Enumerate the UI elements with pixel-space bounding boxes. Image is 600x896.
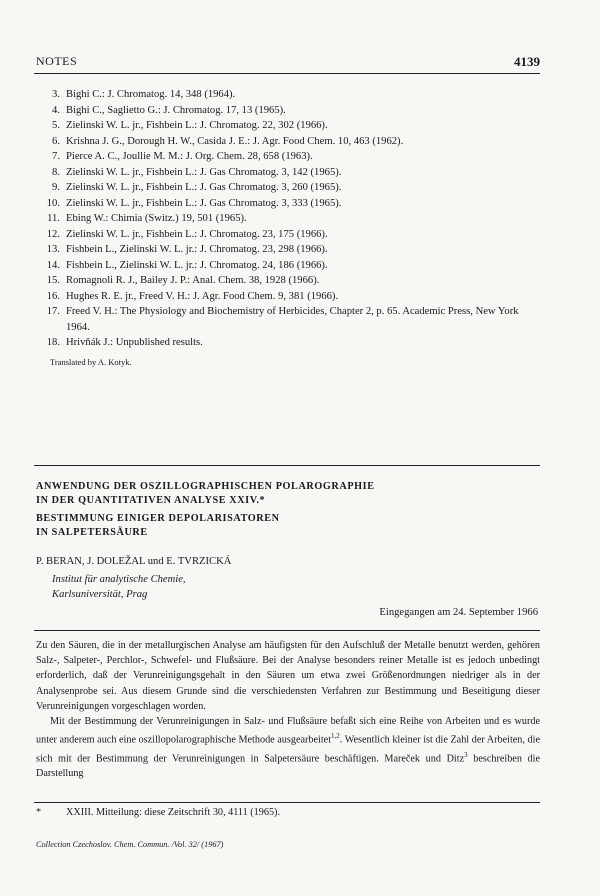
reference-text: Fishbein L., Zielinski W. L. jr.: J. Chromatog. 23, 298 (1966). bbox=[66, 244, 328, 255]
paragraph-2-text-c: beschreiben die Darstellung bbox=[36, 753, 540, 780]
body-top-rule bbox=[34, 630, 540, 631]
footnote-mark: * bbox=[36, 807, 42, 818]
section-label: NOTES bbox=[36, 54, 78, 68]
reference-item bbox=[36, 227, 540, 243]
paragraph-2 bbox=[36, 714, 540, 782]
reference-number: 8. bbox=[52, 166, 60, 178]
title-line-2: IN DER QUANTITATIVEN ANALYSE XXIV.* bbox=[36, 495, 266, 506]
reference-number: 3. bbox=[52, 89, 60, 100]
reference-item bbox=[36, 242, 540, 258]
reference-number: 5. bbox=[52, 120, 60, 131]
institute: Institut für analytische Chemie, bbox=[52, 574, 186, 585]
reference-item bbox=[36, 258, 540, 274]
reference-number: 10. bbox=[46, 197, 60, 209]
reference-text: Ebing W.: Chimia (Switz.) 19, 501 (1965). bbox=[66, 213, 247, 224]
reference-text: Zielinski W. L. jr., Fishbein L.: J. Gas Chromatog. 3, 260 (1965). bbox=[66, 182, 342, 193]
reference-item bbox=[36, 134, 540, 150]
reference-number: 9. bbox=[52, 182, 60, 193]
reference-number: 4. bbox=[52, 104, 60, 116]
reference-item bbox=[36, 149, 540, 165]
reference-text: Fishbein L., Zielinski W. L. jr.: J. Chromatog. 24, 186 (1966). bbox=[66, 259, 328, 271]
citation-superscript-1: 1,2 bbox=[331, 732, 340, 741]
reference-item bbox=[36, 180, 540, 196]
reference-text: Zielinski W. L. jr., Fishbein L.: J. Chromatog. 22, 302 (1966). bbox=[66, 120, 328, 131]
reference-number: 11. bbox=[47, 213, 60, 224]
reference-item bbox=[36, 289, 540, 305]
reference-text: Bighi C.: J. Chromatog. 14, 348 (1964). bbox=[66, 89, 236, 100]
citation-superscript-2: 3 bbox=[464, 750, 468, 759]
article-body bbox=[36, 638, 540, 782]
footnote-rule bbox=[34, 802, 540, 803]
reference-item bbox=[36, 103, 540, 119]
reference-item bbox=[36, 196, 540, 212]
reference-text: Bighi C., Saglietto G.: J. Chromatog. 17, 13 (1965). bbox=[66, 104, 286, 116]
reference-item bbox=[36, 165, 540, 181]
reference-text: Pierce A. C., Joullie M. M.: J. Org. Chem. 28, 658 (1963). bbox=[66, 151, 313, 162]
page-number: 4139 bbox=[514, 54, 540, 69]
reference-item bbox=[36, 273, 540, 289]
title-line-1: ANWENDUNG DER OSZILLOGRAPHISCHEN POLAROGRAPHIE bbox=[36, 481, 375, 492]
reference-number: 15. bbox=[46, 275, 60, 286]
journal-citation: Collection Czechoslov. Chem. Commun. /Vol. 32/ (1967) bbox=[36, 840, 224, 849]
reference-text: Romagnoli R. J., Bailey J. P.: Anal. Chem. 38, 1928 (1966). bbox=[66, 275, 320, 286]
received-date: Eingegangen am 24. September 1966 bbox=[379, 607, 538, 618]
header-rule bbox=[34, 73, 540, 74]
reference-text: Krishna J. G., Dorough H. W., Casida J. E.: J. Agr. Food Chem. 10, 463 (1962). bbox=[66, 135, 404, 147]
reference-number: 12. bbox=[46, 228, 60, 240]
university: Karlsuniversität, Prag bbox=[52, 589, 148, 600]
paragraph-2-text-a: Mit der Bestimmung der Verunreinigungen in Salz- und Flußsäure befaßt sich eine Reihe von Arbeiten und es wurde unter anderem auch eine oszillopolarographische Methode ausgearbeitet bbox=[36, 716, 540, 746]
article-separator bbox=[34, 465, 540, 466]
affiliation bbox=[52, 572, 186, 602]
reference-text: Zielinski W. L. jr., Fishbein L.: J. Chromatog. 23, 175 (1966). bbox=[66, 228, 328, 240]
paragraph-2-text-b: . Wesentlich kleiner ist die Zahl der Arbeiten, die sich mit der Bestimmung der Verunreinigungen in Salpetersäure beschäftigen. Mareček und Ditz bbox=[36, 734, 540, 765]
reference-number: 17. bbox=[46, 306, 60, 317]
reference-number: 16. bbox=[46, 290, 60, 302]
paragraph-1: Zu den Säuren, die in der metallurgischen Analyse am häufigsten für den Aufschluß der Metalle benutzt werden, gehören Salz-, Salpeter-, Perchlor-, Schwefel- und Flußsäure. Bei der Analyse besonders reiner Metalle ist es jedoch unbedingt erforderlich, daß der Verunreinigungsgehalt in den Säuren um etwa zwei Größenordnungen niedriger als in der Analysenprobe sei. Aus diesem Grunde sind die verschiedensten Verfahren zur Bestimmung und Beseitigung dieser Verunreinigungen vorgeschlagen worden. bbox=[36, 640, 540, 712]
reference-number: 18. bbox=[46, 337, 60, 348]
reference-item bbox=[36, 335, 540, 351]
reference-item bbox=[36, 304, 540, 335]
footnote bbox=[36, 807, 280, 818]
translator-note: Translated by A. Kotyk. bbox=[50, 357, 132, 367]
reference-text: Hrivňák J.: Unpublished results. bbox=[66, 337, 203, 348]
reference-text: Zielinski W. L. jr., Fishbein L.: J. Gas Chromatog. 3, 333 (1965). bbox=[66, 197, 342, 209]
reference-item bbox=[36, 87, 540, 103]
reference-number: 7. bbox=[52, 151, 60, 162]
reference-list bbox=[36, 87, 540, 351]
reference-text: Zielinski W. L. jr., Fishbein L.: J. Gas Chromatog. 3, 142 (1965). bbox=[66, 166, 342, 178]
reference-text: Hughes R. E. jr., Freed V. H.: J. Agr. Food Chem. 9, 381 (1966). bbox=[66, 290, 339, 302]
reference-item bbox=[36, 118, 540, 134]
reference-number: 13. bbox=[46, 244, 60, 255]
subtitle-line-1: BESTIMMUNG EINIGER DEPOLARISATOREN bbox=[36, 513, 280, 524]
reference-number: 14. bbox=[46, 259, 60, 271]
reference-number: 6. bbox=[52, 135, 60, 147]
subtitle-line-2: IN SALPETERSÄURE bbox=[36, 527, 148, 538]
authors: P. BERAN, J. DOLEŽAL und E. TVRZICKÁ bbox=[36, 556, 232, 567]
reference-text: Freed V. H.: The Physiology and Biochemistry of Herbicides, Chapter 2, p. 65. Academic Press, New York 1964. bbox=[66, 306, 519, 333]
article-title bbox=[36, 480, 540, 540]
reference-item bbox=[36, 211, 540, 227]
footnote-text: XXIII. Mitteilung: diese Zeitschrift 30, 4111 (1965). bbox=[66, 807, 280, 818]
